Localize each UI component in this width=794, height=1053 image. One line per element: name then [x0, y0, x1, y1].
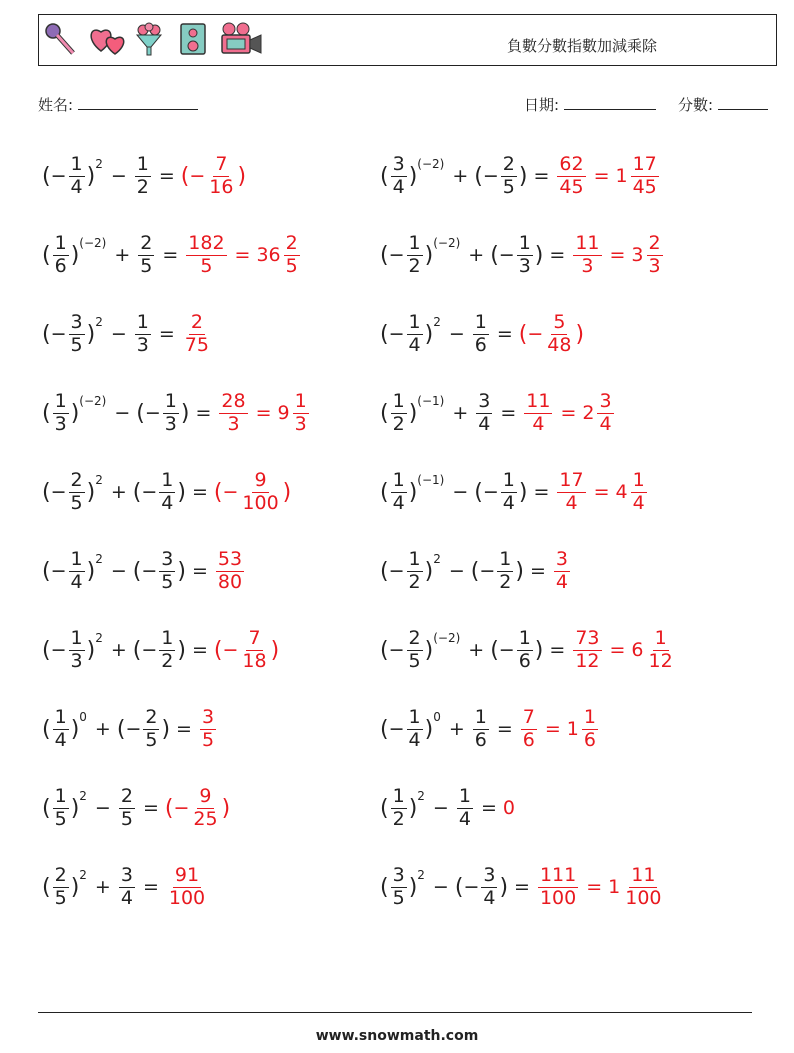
fraction: $\frac{7}{18}$	[242, 626, 267, 672]
header-box	[38, 14, 777, 66]
fraction: $\frac{2}{5}$	[408, 626, 421, 672]
header-icons	[43, 21, 255, 57]
fraction: $\frac{1}{6}$	[583, 705, 596, 751]
fraction: $\frac{1}{5}$	[54, 784, 67, 830]
problem-right-7: ( − $\frac{2}{5}$ ) (−2) + ( − $\frac{1}{6}$ ) = $\frac{73}{12}$ = 6 $\frac{1}{12}$	[380, 618, 677, 682]
answer: $\frac{11}{3}$ = 3 $\frac{2}{3}$	[575, 231, 661, 277]
score-blank[interactable]	[718, 97, 768, 110]
problem-left-5: ( − $\frac{2}{5}$ ) 2 + ( − $\frac{1}{4}$ ) = ( − $\frac{9}{100}$ )	[42, 468, 292, 514]
fraction: $\frac{1}{2}$	[392, 389, 405, 435]
fraction: $\frac{2}{5}$	[70, 468, 83, 514]
fraction: $\frac{1}{4}$	[54, 705, 67, 751]
fraction: $\frac{1}{2}$	[408, 547, 421, 593]
fraction: $\frac{62}{45}$	[559, 152, 584, 198]
fraction: $\frac{3}{4}$	[120, 863, 133, 909]
fraction: $\frac{7}{16}$	[209, 152, 234, 198]
fraction: $\frac{11}{4}$	[526, 389, 551, 435]
fraction: $\frac{1}{3}$	[164, 389, 177, 435]
problem-left-6: ( − $\frac{1}{4}$ ) 2 − ( − $\frac{3}{5}$ ) = $\frac{53}{80}$	[42, 539, 246, 603]
fraction: $\frac{1}{2}$	[499, 547, 512, 593]
fraction: $\frac{3}{4}$	[483, 863, 496, 909]
fraction: $\frac{5}{48}$	[547, 310, 572, 356]
fraction: $\frac{3}{4}$	[478, 389, 491, 435]
footer-url: www.snowmath.com	[315, 1028, 479, 1044]
score-field	[678, 94, 768, 115]
date-field	[524, 94, 656, 115]
fraction: $\frac{2}{5}$	[54, 863, 67, 909]
problem-left-9: ( $\frac{1}{5}$ ) 2 − $\frac{2}{5}$ = ( − $\frac{9}{25}$ )	[42, 784, 231, 830]
problem-left-4: ( $\frac{1}{3}$ ) (−2) − ( − $\frac{1}{3}$ ) = $\frac{28}{3}$ = 9 $\frac{1}{3}$	[42, 381, 311, 445]
fraction: $\frac{1}{2}$	[136, 152, 149, 198]
fraction: $\frac{2}{75}$	[184, 310, 209, 356]
fraction: $\frac{3}{4}$	[392, 152, 405, 198]
answer	[198, 707, 218, 752]
microphone-icon	[43, 21, 79, 57]
answer	[181, 312, 213, 357]
fraction: $\frac{9}{100}$	[242, 468, 279, 514]
fraction: $\frac{1}{3}$	[518, 231, 531, 277]
fraction: $\frac{1}{4}$	[70, 152, 83, 198]
bouquet-icon	[131, 21, 167, 57]
fraction: $\frac{182}{5}$	[188, 231, 225, 277]
fraction: $\frac{1}{3}$	[70, 626, 83, 672]
fraction: $\frac{1}{6}$	[474, 310, 487, 356]
fraction: $\frac{2}{5}$	[145, 705, 158, 751]
fraction: $\frac{1}{6}$	[518, 626, 531, 672]
answer: ( − $\frac{9}{100}$ )	[213, 468, 292, 514]
fraction: $\frac{7}{6}$	[522, 705, 535, 751]
answer: ( − $\frac{7}{18}$ )	[213, 626, 280, 672]
fraction: $\frac{2}{5}$	[285, 231, 298, 277]
answer: $\frac{62}{45}$ = 1 $\frac{17}{45}$	[559, 152, 657, 198]
fraction: $\frac{1}{4}$	[632, 468, 645, 514]
problem-left-10: ( $\frac{2}{5}$ ) 2 + $\frac{3}{4}$ = $\frac{91}{100}$	[42, 855, 209, 919]
fraction: $\frac{1}{4}$	[70, 547, 83, 593]
score-label: 分數:	[678, 96, 714, 114]
fraction: $\frac{53}{80}$	[217, 547, 243, 593]
fraction: $\frac{17}{4}$	[559, 468, 584, 514]
name-blank[interactable]	[78, 97, 198, 110]
fraction: $\frac{1}{4}$	[392, 468, 405, 514]
problem-right-10: ( $\frac{3}{5}$ ) 2 − ( − $\frac{3}{4}$ ) = $\frac{111}{100}$ = 1 $\frac{11}{100}$	[380, 855, 666, 919]
fraction: $\frac{1}{2}$	[408, 231, 421, 277]
fraction: $\frac{111}{100}$	[539, 863, 577, 909]
answer	[552, 549, 572, 594]
date-label: 日期:	[524, 96, 560, 114]
fraction: $\frac{3}{5}$	[392, 863, 405, 909]
problem-right-9: ( $\frac{1}{2}$ ) 2 − $\frac{1}{4}$ = 0	[380, 784, 515, 830]
fraction: $\frac{1}{2}$	[161, 626, 174, 672]
fraction: $\frac{3}{4}$	[599, 389, 612, 435]
problem-left-3: ( − $\frac{3}{5}$ ) 2 − $\frac{1}{3}$ = $\frac{2}{75}$	[42, 302, 213, 366]
video-camera-icon	[219, 21, 255, 57]
problem-right-1: ( $\frac{3}{4}$ ) (−2) + ( − $\frac{2}{5}$ ) = $\frac{62}{45}$ = 1 $\frac{17}{45}$	[380, 144, 661, 208]
problem-right-8: ( − $\frac{1}{4}$ ) 0 + $\frac{1}{6}$ = $\frac{7}{6}$ = 1 $\frac{1}{6}$	[380, 697, 600, 761]
problem-right-5: ( $\frac{1}{4}$ ) (−1) − ( − $\frac{1}{4}$ ) = $\frac{17}{4}$ = 4 $\frac{1}{4}$	[380, 460, 649, 524]
fraction: $\frac{1}{2}$	[392, 784, 405, 830]
fraction: $\frac{17}{45}$	[632, 152, 657, 198]
problem-right-6: ( − $\frac{1}{2}$ ) 2 − ( − $\frac{1}{2}$ ) = $\frac{3}{4}$	[380, 539, 572, 603]
fraction: $\frac{91}{100}$	[168, 863, 206, 909]
fraction: $\frac{3}{5}$	[70, 310, 83, 356]
page-title: 負數分數指數加減乘除	[507, 37, 658, 55]
fraction: $\frac{73}{12}$	[575, 626, 600, 672]
name-field	[38, 94, 198, 115]
fraction: $\frac{9}{25}$	[193, 784, 218, 830]
fraction: $\frac{1}{6}$	[474, 705, 487, 751]
fraction: $\frac{3}{5}$	[161, 547, 174, 593]
fraction: $\frac{28}{3}$	[221, 389, 246, 435]
fraction: $\frac{1}{3}$	[54, 389, 67, 435]
fraction: $\frac{2}{5}$	[120, 784, 133, 830]
problem-left-2: ( $\frac{1}{6}$ ) (−2) + $\frac{2}{5}$ = $\frac{182}{5}$ = 36 $\frac{2}{5}$	[42, 223, 302, 287]
fraction: $\frac{1}{4}$	[161, 468, 174, 514]
name-label: 姓名:	[38, 96, 74, 114]
fraction: $\frac{3}{5}$	[201, 705, 215, 751]
problem-right-2: ( − $\frac{1}{2}$ ) (−2) + ( − $\frac{1}{3}$ ) = $\frac{11}{3}$ = 3 $\frac{2}{3}$	[380, 223, 665, 287]
fraction: $\frac{2}{5}$	[502, 152, 515, 198]
answer: $\frac{7}{6}$ = 1 $\frac{1}{6}$	[522, 705, 596, 751]
answer: ( − $\frac{7}{16}$ )	[180, 152, 247, 198]
answer: ( − $\frac{9}{25}$ )	[164, 784, 231, 830]
fraction: $\frac{1}{12}$	[648, 626, 673, 672]
hearts-icon	[87, 21, 123, 57]
speaker-icon	[175, 21, 211, 57]
fraction: $\frac{2}{5}$	[140, 231, 153, 277]
fraction: $\frac{1}{6}$	[54, 231, 67, 277]
fraction: $\frac{11}{3}$	[575, 231, 600, 277]
fraction: $\frac{1}{4}$	[502, 468, 515, 514]
answer: 0	[502, 797, 515, 819]
problem-right-4: ( $\frac{1}{2}$ ) (−1) + $\frac{3}{4}$ = $\frac{11}{4}$ = 2 $\frac{3}{4}$	[380, 381, 616, 445]
fraction: $\frac{2}{3}$	[648, 231, 661, 277]
fraction: $\frac{11}{100}$	[625, 863, 662, 909]
fraction: $\frac{1}{3}$	[136, 310, 149, 356]
date-blank[interactable]	[564, 97, 656, 110]
answer: $\frac{11}{4}$ = 2 $\frac{3}{4}$	[526, 389, 612, 435]
answer: $\frac{73}{12}$ = 6 $\frac{1}{12}$	[575, 626, 673, 672]
answer: $\frac{111}{100}$ = 1 $\frac{11}{100}$	[539, 863, 662, 909]
problem-right-3: ( − $\frac{1}{4}$ ) 2 − $\frac{1}{6}$ = ( − $\frac{5}{48}$ )	[380, 310, 585, 356]
answer	[165, 865, 209, 910]
fraction: $\frac{1}{4}$	[408, 310, 421, 356]
answer: $\frac{182}{5}$ = 36 $\frac{2}{5}$	[188, 231, 298, 277]
fraction: $\frac{1}{3}$	[294, 389, 307, 435]
answer: $\frac{17}{4}$ = 4 $\frac{1}{4}$	[559, 468, 645, 514]
fraction: $\frac{3}{4}$	[555, 547, 568, 593]
problem-left-8: ( $\frac{1}{4}$ ) 0 + ( − $\frac{2}{5}$ ) = $\frac{3}{5}$	[42, 697, 218, 761]
answer	[214, 549, 246, 594]
problem-left-7: ( − $\frac{1}{3}$ ) 2 + ( − $\frac{1}{2}$ ) = ( − $\frac{7}{18}$ )	[42, 626, 280, 672]
problem-left-1: ( − $\frac{1}{4}$ ) 2 − $\frac{1}{2}$ = ( − $\frac{7}{16}$ )	[42, 152, 247, 198]
footer-divider	[38, 1012, 752, 1013]
answer: ( − $\frac{5}{48}$ )	[518, 310, 585, 356]
fraction: $\frac{1}{4}$	[458, 784, 471, 830]
fraction: $\frac{1}{4}$	[408, 705, 421, 751]
answer: $\frac{28}{3}$ = 9 $\frac{1}{3}$	[221, 389, 307, 435]
